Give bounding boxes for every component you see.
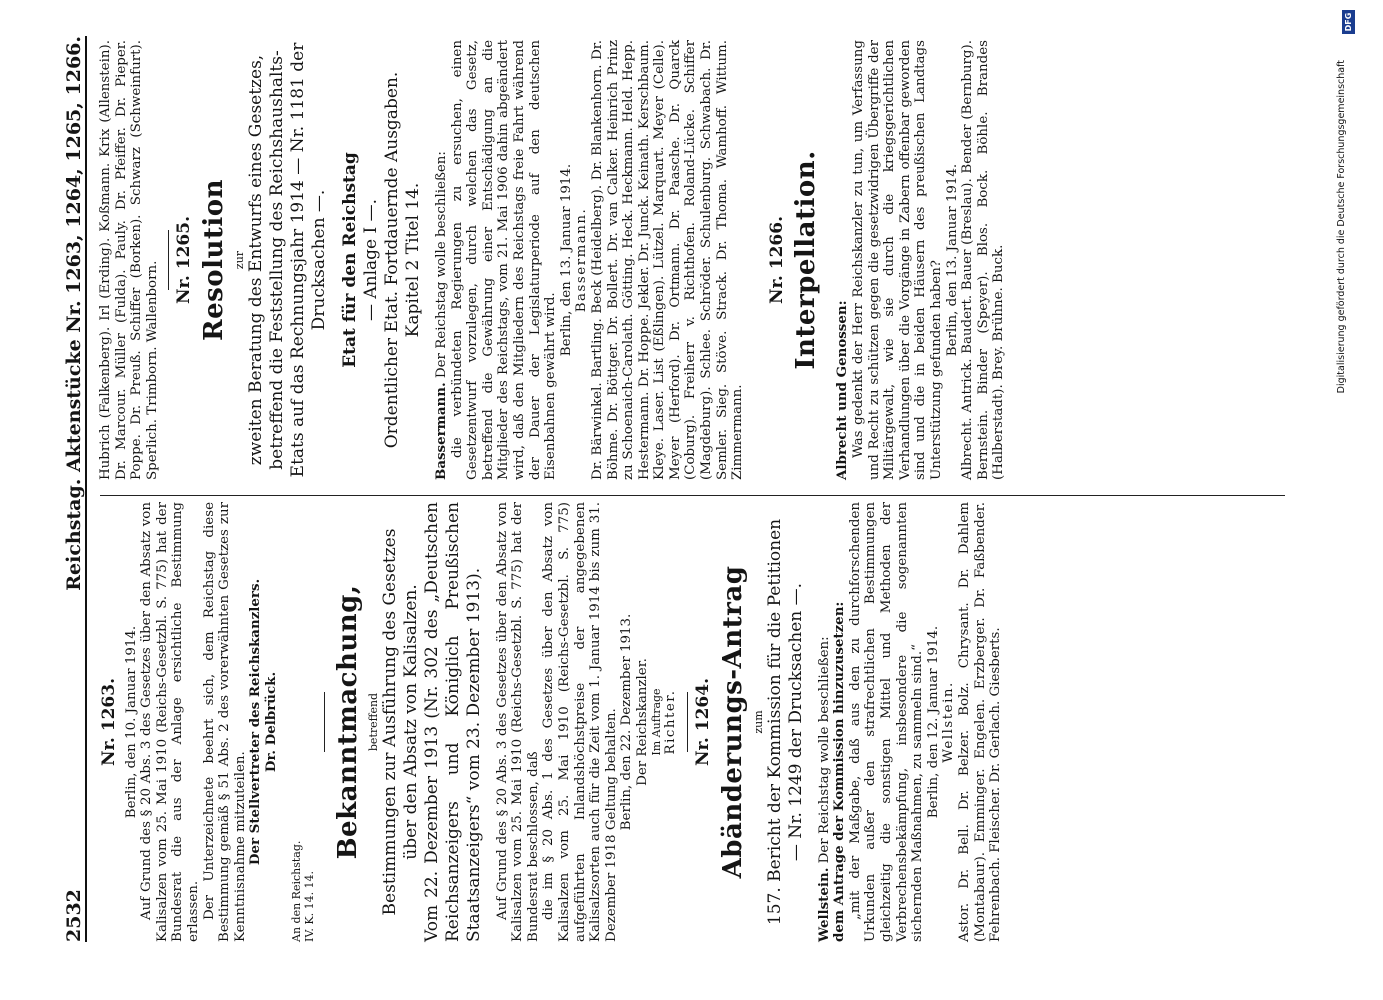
section-heading-line: Bestimmungen zur Ausführung des Gesetzes <box>379 528 400 916</box>
doc-number-1265: Nr. 1265. <box>174 216 195 305</box>
section-title: Abänderungs-Antrag <box>717 565 748 879</box>
supporters-list: Albrecht. Antrick. Baudert. Bauer (Breslau). Bender (Bernburg). Bernstein. Binder (Speyer). Blos. Bock. Böhle. Brandes (Halberstadt). Brey. Brühne. Buck. <box>960 40 1007 480</box>
supporters-list: Dr. Bärwinkel. Bartling. Beck (Heidelberg). Dr. Blankenhorn. Dr. Böhme. Dr. Böttger. Dr. Bollert. Dr. van Calker. Heinrich Prinz zu Schoenaich-Carolath. Götting. Heck. Heckmann. Held. Hepp. Hestermann. Dr. Hoppe. Jekler. Dr. Junck. Keinath. Kerschbaum. Kleye. Laser. List (Eßlingen). Lützel. Marquart. Meyer (Celle). Meyer (Herford). Dr. Ortmann. Dr. Paasche. Dr. Quarck (Coburg). Freiherr v. Richthofen. Roland-Lücke. Schiffer (Magdeburg). Schlee. Schröder. Schulenburg. Schwabach. Dr. Semler. Sieg. Stöve. Strack. Dr. Thoma. Wamhoff. Wittum. Zimmermann. <box>589 40 746 480</box>
section-subtitle: zur <box>232 250 246 270</box>
address-line: An den Reichstag. <box>289 840 303 942</box>
paragraph: „mit der Maßgabe, daß aus den zu durchforschenden Urkunden außer den strafrechtlichen Bestimmungen gleichzeitig die sonstigen Mittel und Methoden der Verbrechensbekämpfung, insbesondere die sogenannten sichernden Maßnahmen, zu sammeln sind.“ <box>847 502 926 942</box>
paragraph: Der Unterzeichnete beehrt sich, dem Reichstag diese Bestimmung gemäß § 51 Abs. 2 des vorerwähnten Gesetzes zur Kenntnisnahme mitzuteilen. <box>201 502 248 942</box>
right-column <box>98 40 1383 480</box>
signature-name: Bassermann. <box>574 207 590 313</box>
left-column <box>98 502 1383 942</box>
paragraph: Der Reichstag wolle beschließen: <box>816 636 832 864</box>
date-line: Berlin, den 13. Januar 1914. <box>944 163 960 357</box>
doc-number-1263: Nr. 1263. <box>99 678 119 767</box>
digitization-credit <box>1330 0 1360 1000</box>
column-divider <box>100 495 1285 496</box>
paragraph: die im § 20 Abs. 1 des Gesetzes über den Absatz von Kalisalzen vom 25. Mai 1910 (Reichs-Gesetzbl. S. 775) aufgeführten Inlandshöchstpreise der angegebenen Kalisalzsorten auch für die Zeit vom 1. Januar 1914 bis zum 31. Dezember 1918 Geltung behalten. <box>541 502 619 942</box>
page-header <box>55 36 87 942</box>
paragraph: dem Antrage der Kommission hinzuzusetzen: <box>831 601 848 942</box>
section-heading-line: Vom 22. Dezember 1913 (Nr. 302 des „Deutschen Reichsanzeigers und Königlich Preußischen Staatsanzeigers“ vom 23. Dezember 1913). <box>421 502 484 942</box>
page-number: 2532 <box>63 889 85 942</box>
credit-text: Digitalisierung gefördert durch die Deutsche Forschungsgemeinschaft <box>1336 60 1347 394</box>
dfg-logo: DFG <box>1342 10 1355 34</box>
section-subtitle: zum <box>751 710 765 734</box>
section-title: Resolution <box>198 178 229 342</box>
separator-rule <box>324 692 325 752</box>
section-subtitle: betreffend <box>366 692 380 752</box>
section-heading-line: 157. Bericht der Kommission für die Petitionen <box>764 518 785 926</box>
signature-name: Dr. Delbrück. <box>262 671 279 773</box>
mover-name: Wellstein. <box>815 867 832 942</box>
etat-heading: — Anlage I —. <box>360 198 381 322</box>
date-line: Berlin, den 13. Januar 1914. <box>558 163 574 357</box>
etat-heading: Ordentlicher Etat. Fortdauernde Ausgaben. <box>381 71 402 449</box>
reference-line: IV. K. 14. 14. <box>302 870 316 942</box>
signature-name: Richter. <box>663 689 679 755</box>
signature-name: Wellstein. <box>941 681 957 763</box>
supporters-list: Hubrich (Falkenberg). Irl (Erding). Koßmann. Krix (Allenstein). Dr. Marcour. Müller (Fulda). Pauly. Dr. Pfeiffer. Dr. Pieper. Poppe. Dr. Preuß. Schiffer (Borken). Schwarz (Schweinfurt). Sperlich. Trimborn. Wallenborn. <box>98 40 160 480</box>
section-heading-line: — Nr. 1249 der Drucksachen —. <box>785 582 806 862</box>
section-title: Interpellation. <box>791 150 822 370</box>
paragraph: Was gedenkt der Herr Reichskanzler zu tun, um Verfassung und Recht zu schützen gegen die gesetzwidrigen Übergriffe der Militärgewalt, wie sie durch die kriegsgerichtlichen Verhandlungen über die Vorgänge in Zabern offenbar geworden sind und die in beiden Häusern des preußischen Landtags Unterstützung gefunden haben? <box>851 40 944 480</box>
doc-number-1266: Nr. 1266. <box>766 216 787 305</box>
date-line: Berlin, den 12. Januar 1914. <box>925 625 941 819</box>
doc-number-1264: Nr. 1264. <box>693 678 714 767</box>
mover-name: Bassermann. <box>432 382 449 480</box>
date-line: Berlin, den 10. Januar 1914. <box>123 625 139 819</box>
signature-title: Der Stellvertreter des Reichskanzlers. <box>247 578 264 866</box>
section-title: Bekanntmachung, <box>332 584 363 860</box>
separator-rule <box>687 692 688 752</box>
section-heading-line: zweiten Beratung des Entwurfs eines Gesetzes, betreffend die Feststellung des Reichshaushalts-Etats auf das Rechnungsjahr 1914 — Nr. 1181 der Drucksachen —. <box>245 42 329 478</box>
signature-sub: Im Auftrage <box>650 688 664 756</box>
paragraph: Auf Grund des § 20 Abs. 3 des Gesetzes über den Absatz von Kalisalzen vom 25. Mai 1910 (Reichs-Gesetzbl. S. 775) hat der Bundesrat beschlossen, daß <box>494 502 541 942</box>
mover-name: Albrecht und Genossen: <box>834 300 851 480</box>
paragraph: die verbündeten Regierungen zu ersuchen, einen Gesetzentwurf vorzulegen, durch welchen das Gesetz, betreffend die Gewährung einer Entschädigung an die Mitglieder des Reichstags, vom 21. Mai 1906 dahin abgeändert wird, daß den Mitgliedern des Reichstags freie Fahrt während der Dauer der Legislaturperiode auf den deutschen Eisenbahnen gewährt wird. <box>449 40 559 480</box>
supporters-list: Astor. Dr. Bell. Dr. Belzer. Bolz. Chrysant. Dr. Dahlem (Montabaur). Emminger. Engelen. Erzberger. Dr. Faßbender. Fehrenbach. Fleischer. Dr. Gerlach. Giesberts. <box>957 502 1004 942</box>
page-running-title: Reichstag. Aktenstücke Nr. 1263, 1264, 1265, 1266. <box>63 36 85 591</box>
etat-heading: Etat für den Reichstag <box>339 152 360 368</box>
paragraph: Auf Grund des § 20 Abs. 3 des Gesetzes über den Absatz von Kalisalzen vom 25. Mai 1910 (Reichs-Gesetzbl. S. 775) hat der Bundesrat die aus der Anlage ersichtliche Bestimmung erlassen. <box>139 502 201 942</box>
paragraph: Der Reichstag wolle beschließen: <box>433 151 449 379</box>
signature-title: Der Reichskanzler. <box>634 658 650 786</box>
etat-heading: Kapitel 2 Titel 14. <box>402 182 423 338</box>
separator-rule <box>168 230 169 290</box>
section-heading-line: über den Absatz von Kalisalzen. <box>400 584 421 860</box>
date-line: Berlin, den 22. Dezember 1913. <box>619 613 635 831</box>
